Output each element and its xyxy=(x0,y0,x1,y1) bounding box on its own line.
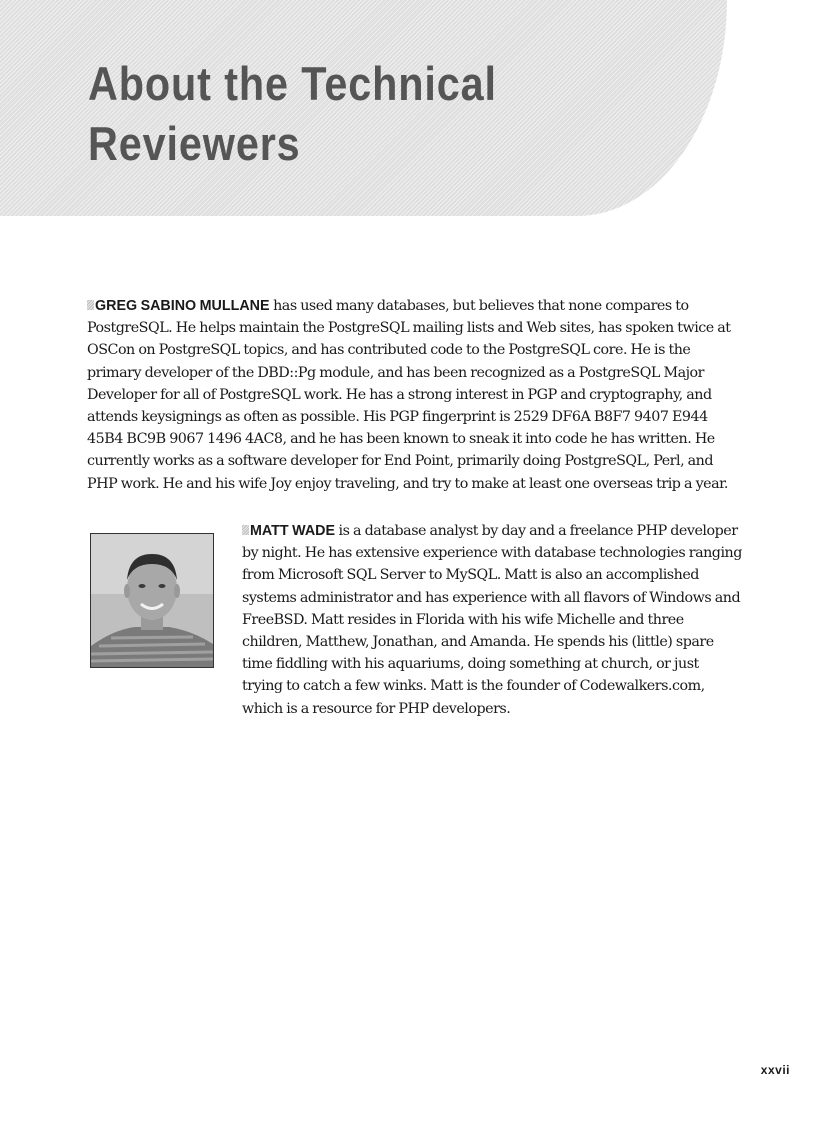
reviewer-bio-text: is a database analyst by day and a freelance PHP developer by night. He has extensive experience with database technologies ranging from Microsoft SQL Server to MySQL. Matt is also an accomplished systems administrator and has experience with all flavors of Windows and FreeBSD. Matt resides in Florida with his wife Michelle and three children, Matthew, Jonathan, and Amanda. He spends his (little) spare time fiddling with his aquariums, doing something at church, or just trying to catch a few winks. Matt is the founder of Codewalkers.com, which is a resource for PHP developers. xyxy=(242,523,742,717)
reviewer-photo xyxy=(90,533,214,668)
page-title xyxy=(88,54,497,174)
reviewer-name: GREG SABINO MULLANE xyxy=(95,298,270,314)
reviewer-name: MATT WADE xyxy=(250,523,336,539)
paragraph-marker-icon xyxy=(87,300,94,310)
page-number: xxvii xyxy=(760,1063,790,1077)
portrait-icon xyxy=(91,534,213,667)
reviewer-bio-greg xyxy=(87,295,737,495)
reviewer-bio-text: has used many databases, but believes that none compares to PostgreSQL. He helps maintain the PostgreSQL mailing lists and Web sites, has spoken twice at OSCon on PostgreSQL topics, and has contributed code to the PostgreSQL core. He is the primary developer of the DBD::Pg module, and has been recognized as a PostgreSQL Major Developer for all of PostgreSQL work. He has a strong interest in PGP and cryptography, and attends keysignings as often as possible. His PGP fingerprint is 2529 DF6A B8F7 9407 E944 45B4 BC9B 9067 1496 4AC8, and he has been known to sneak it into code he has written. He currently works as a software developer for End Point, primarily doing PostgreSQL, Perl, and PHP work. He and his wife Joy enjoy traveling, and try to make at least one overseas trip a year. xyxy=(87,298,731,492)
paragraph-marker-icon xyxy=(242,525,249,535)
page-title-line-2: Reviewers xyxy=(88,117,301,170)
reviewer-bio-matt xyxy=(242,520,742,720)
page-title-line-1: About the Technical xyxy=(88,57,497,110)
